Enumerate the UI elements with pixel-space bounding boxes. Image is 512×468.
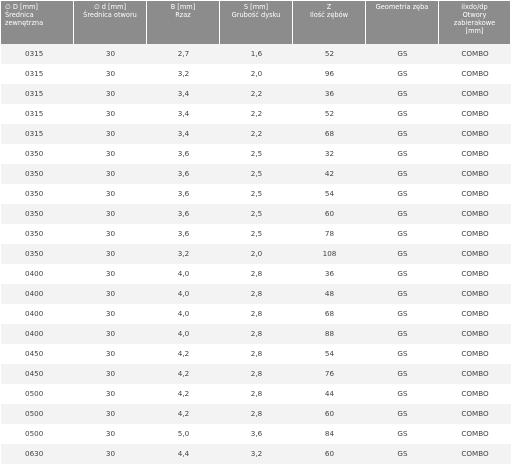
- cell-outer-diameter: 0400: [1, 284, 74, 304]
- table-row: [1, 64, 511, 84]
- table-row: [1, 264, 511, 284]
- cell-teeth-count: 68: [293, 124, 366, 144]
- table-row: [1, 304, 511, 324]
- table-row: [1, 424, 511, 444]
- cell-tooth-geometry: GS: [366, 184, 439, 204]
- cell-teeth-count: 54: [293, 344, 366, 364]
- cell-plate-thickness: 2,2: [220, 124, 293, 144]
- cell-bore-diameter: 30: [74, 64, 147, 84]
- table-row: [1, 164, 511, 184]
- column-header-line: B [mm]: [170, 3, 196, 11]
- cell-plate-thickness: 2,5: [220, 144, 293, 164]
- cell-outer-diameter: 0315: [1, 84, 74, 104]
- cell-kerf: 4,2: [147, 404, 220, 424]
- cell-teeth-count: 52: [293, 44, 366, 64]
- cell-kerf: 3,6: [147, 184, 220, 204]
- cell-outer-diameter: 0450: [1, 364, 74, 384]
- cell-pinholes: COMBO: [439, 324, 511, 344]
- cell-bore-diameter: 30: [74, 104, 147, 124]
- cell-plate-thickness: 1,6: [220, 44, 293, 64]
- cell-tooth-geometry: GS: [366, 44, 439, 64]
- column-header-line: ∅ d [mm]: [93, 3, 127, 11]
- cell-outer-diameter: 0315: [1, 104, 74, 124]
- cell-kerf: 3,2: [147, 64, 220, 84]
- cell-teeth-count: 60: [293, 204, 366, 224]
- cell-teeth-count: 84: [293, 424, 366, 444]
- column-header-teeth-count: [293, 1, 366, 44]
- cell-kerf: 4,2: [147, 384, 220, 404]
- cell-plate-thickness: 2,8: [220, 284, 293, 304]
- cell-pinholes: COMBO: [439, 304, 511, 324]
- cell-pinholes: COMBO: [439, 244, 511, 264]
- cell-bore-diameter: 30: [74, 404, 147, 424]
- cell-tooth-geometry: GS: [366, 84, 439, 104]
- cell-plate-thickness: 2,8: [220, 344, 293, 364]
- cell-kerf: 3,4: [147, 84, 220, 104]
- cell-kerf: 4,2: [147, 344, 220, 364]
- column-header-line: zabierakowe: [453, 19, 496, 27]
- cell-pinholes: COMBO: [439, 444, 511, 464]
- cell-plate-thickness: 2,0: [220, 244, 293, 264]
- column-header-line: [mm]: [465, 27, 484, 35]
- cell-teeth-count: 32: [293, 144, 366, 164]
- cell-pinholes: COMBO: [439, 284, 511, 304]
- table-row: [1, 444, 511, 464]
- column-header-line: Rzaz: [175, 11, 191, 19]
- column-header-pinholes: [439, 1, 511, 44]
- cell-teeth-count: 54: [293, 184, 366, 204]
- cell-outer-diameter: 0350: [1, 184, 74, 204]
- cell-kerf: 3,6: [147, 144, 220, 164]
- cell-kerf: 3,4: [147, 104, 220, 124]
- cell-plate-thickness: 3,2: [220, 444, 293, 464]
- cell-pinholes: COMBO: [439, 264, 511, 284]
- cell-tooth-geometry: GS: [366, 224, 439, 244]
- column-header-line: ∅ D [mm]: [5, 3, 39, 11]
- table-row: [1, 404, 511, 424]
- cell-bore-diameter: 30: [74, 124, 147, 144]
- cell-teeth-count: 36: [293, 264, 366, 284]
- table-row: [1, 324, 511, 344]
- cell-kerf: 2,7: [147, 44, 220, 64]
- cell-teeth-count: 60: [293, 404, 366, 424]
- cell-kerf: 4,4: [147, 444, 220, 464]
- cell-outer-diameter: 0350: [1, 164, 74, 184]
- cell-outer-diameter: 0350: [1, 224, 74, 244]
- table-row: [1, 364, 511, 384]
- cell-tooth-geometry: GS: [366, 204, 439, 224]
- column-header-bore-diameter: [74, 1, 147, 44]
- cell-plate-thickness: 2,5: [220, 224, 293, 244]
- table-row: [1, 84, 511, 104]
- cell-pinholes: COMBO: [439, 204, 511, 224]
- column-header-line: Ilość zębów: [309, 11, 349, 19]
- column-header-line: Z: [326, 3, 332, 11]
- cell-bore-diameter: 30: [74, 344, 147, 364]
- specification-table: [1, 1, 511, 464]
- cell-tooth-geometry: GS: [366, 124, 439, 144]
- cell-plate-thickness: 2,8: [220, 264, 293, 284]
- cell-bore-diameter: 30: [74, 184, 147, 204]
- column-header-tooth-geometry: [366, 1, 439, 44]
- cell-plate-thickness: 2,5: [220, 204, 293, 224]
- cell-pinholes: COMBO: [439, 424, 511, 444]
- cell-kerf: 3,6: [147, 224, 220, 244]
- cell-outer-diameter: 0630: [1, 444, 74, 464]
- table-row: [1, 104, 511, 124]
- column-header-line: zewnętrzna: [5, 19, 44, 27]
- cell-plate-thickness: 2,5: [220, 184, 293, 204]
- cell-tooth-geometry: GS: [366, 304, 439, 324]
- cell-teeth-count: 108: [293, 244, 366, 264]
- cell-kerf: 4,2: [147, 364, 220, 384]
- cell-kerf: 4,0: [147, 324, 220, 344]
- cell-kerf: 3,6: [147, 204, 220, 224]
- cell-bore-diameter: 30: [74, 324, 147, 344]
- cell-bore-diameter: 30: [74, 424, 147, 444]
- cell-pinholes: COMBO: [439, 104, 511, 124]
- cell-outer-diameter: 0450: [1, 344, 74, 364]
- cell-outer-diameter: 0500: [1, 424, 74, 444]
- cell-plate-thickness: 2,2: [220, 104, 293, 124]
- cell-tooth-geometry: GS: [366, 64, 439, 84]
- cell-tooth-geometry: GS: [366, 144, 439, 164]
- cell-pinholes: COMBO: [439, 184, 511, 204]
- column-header-kerf: [147, 1, 220, 44]
- cell-teeth-count: 76: [293, 364, 366, 384]
- cell-outer-diameter: 0500: [1, 404, 74, 424]
- cell-outer-diameter: 0400: [1, 264, 74, 284]
- column-header-plate-thickness: [220, 1, 293, 44]
- cell-teeth-count: 36: [293, 84, 366, 104]
- cell-bore-diameter: 30: [74, 264, 147, 284]
- cell-teeth-count: 42: [293, 164, 366, 184]
- cell-bore-diameter: 30: [74, 84, 147, 104]
- cell-pinholes: COMBO: [439, 64, 511, 84]
- cell-bore-diameter: 30: [74, 164, 147, 184]
- cell-teeth-count: 52: [293, 104, 366, 124]
- cell-teeth-count: 88: [293, 324, 366, 344]
- cell-plate-thickness: 2,8: [220, 304, 293, 324]
- cell-pinholes: COMBO: [439, 164, 511, 184]
- cell-bore-diameter: 30: [74, 144, 147, 164]
- table-row: [1, 44, 511, 64]
- cell-teeth-count: 48: [293, 284, 366, 304]
- cell-bore-diameter: 30: [74, 384, 147, 404]
- cell-tooth-geometry: GS: [366, 424, 439, 444]
- table-row: [1, 344, 511, 364]
- table-row: [1, 244, 511, 264]
- cell-teeth-count: 68: [293, 304, 366, 324]
- column-header-line: Grubość dysku: [231, 11, 281, 19]
- cell-teeth-count: 78: [293, 224, 366, 244]
- cell-kerf: 5,0: [147, 424, 220, 444]
- cell-pinholes: COMBO: [439, 224, 511, 244]
- cell-tooth-geometry: GS: [366, 264, 439, 284]
- cell-pinholes: COMBO: [439, 84, 511, 104]
- cell-tooth-geometry: GS: [366, 324, 439, 344]
- cell-outer-diameter: 0350: [1, 204, 74, 224]
- column-header-line: Średnica: [5, 11, 34, 19]
- table-row: [1, 384, 511, 404]
- table-header: [1, 1, 511, 44]
- cell-bore-diameter: 30: [74, 204, 147, 224]
- cell-bore-diameter: 30: [74, 304, 147, 324]
- cell-tooth-geometry: GS: [366, 384, 439, 404]
- table-row: [1, 124, 511, 144]
- cell-kerf: 4,0: [147, 304, 220, 324]
- cell-pinholes: COMBO: [439, 144, 511, 164]
- cell-plate-thickness: 2,8: [220, 384, 293, 404]
- cell-plate-thickness: 2,2: [220, 84, 293, 104]
- cell-outer-diameter: 0315: [1, 124, 74, 144]
- cell-kerf: 4,0: [147, 264, 220, 284]
- cell-teeth-count: 44: [293, 384, 366, 404]
- cell-outer-diameter: 0400: [1, 304, 74, 324]
- header-row: [1, 1, 511, 44]
- table-row: [1, 144, 511, 164]
- table-row: [1, 224, 511, 244]
- cell-kerf: 3,4: [147, 124, 220, 144]
- cell-tooth-geometry: GS: [366, 364, 439, 384]
- cell-outer-diameter: 0400: [1, 324, 74, 344]
- cell-pinholes: COMBO: [439, 124, 511, 144]
- cell-plate-thickness: 2,8: [220, 364, 293, 384]
- table-row: [1, 284, 511, 304]
- cell-tooth-geometry: GS: [366, 164, 439, 184]
- cell-tooth-geometry: GS: [366, 284, 439, 304]
- cell-pinholes: COMBO: [439, 364, 511, 384]
- cell-plate-thickness: 2,8: [220, 324, 293, 344]
- cell-bore-diameter: 30: [74, 244, 147, 264]
- cell-outer-diameter: 0315: [1, 44, 74, 64]
- table-body: [1, 44, 511, 464]
- cell-tooth-geometry: GS: [366, 404, 439, 424]
- cell-bore-diameter: 30: [74, 364, 147, 384]
- cell-pinholes: COMBO: [439, 344, 511, 364]
- cell-plate-thickness: 2,8: [220, 404, 293, 424]
- cell-bore-diameter: 30: [74, 284, 147, 304]
- cell-tooth-geometry: GS: [366, 104, 439, 124]
- cell-plate-thickness: 3,6: [220, 424, 293, 444]
- column-header-line: Geometria zęba: [375, 3, 429, 11]
- cell-tooth-geometry: GS: [366, 344, 439, 364]
- cell-pinholes: COMBO: [439, 404, 511, 424]
- cell-kerf: 3,2: [147, 244, 220, 264]
- cell-bore-diameter: 30: [74, 44, 147, 64]
- cell-outer-diameter: 0350: [1, 144, 74, 164]
- table-row: [1, 184, 511, 204]
- cell-outer-diameter: 0315: [1, 64, 74, 84]
- column-header-line: Otwory: [462, 11, 487, 19]
- cell-kerf: 3,6: [147, 164, 220, 184]
- cell-bore-diameter: 30: [74, 444, 147, 464]
- cell-tooth-geometry: GS: [366, 444, 439, 464]
- cell-bore-diameter: 30: [74, 224, 147, 244]
- cell-outer-diameter: 0500: [1, 384, 74, 404]
- cell-tooth-geometry: GS: [366, 244, 439, 264]
- column-header-line: S [mm]: [243, 3, 269, 11]
- cell-teeth-count: 96: [293, 64, 366, 84]
- column-header-line: Średnica otworu: [83, 11, 137, 19]
- cell-outer-diameter: 0350: [1, 244, 74, 264]
- column-header-outer-diameter: [1, 1, 74, 44]
- cell-kerf: 4,0: [147, 284, 220, 304]
- cell-plate-thickness: 2,5: [220, 164, 293, 184]
- cell-plate-thickness: 2,0: [220, 64, 293, 84]
- cell-teeth-count: 60: [293, 444, 366, 464]
- cell-pinholes: COMBO: [439, 384, 511, 404]
- column-header-line: ilxdo/dp: [461, 3, 488, 11]
- table-row: [1, 204, 511, 224]
- cell-pinholes: COMBO: [439, 44, 511, 64]
